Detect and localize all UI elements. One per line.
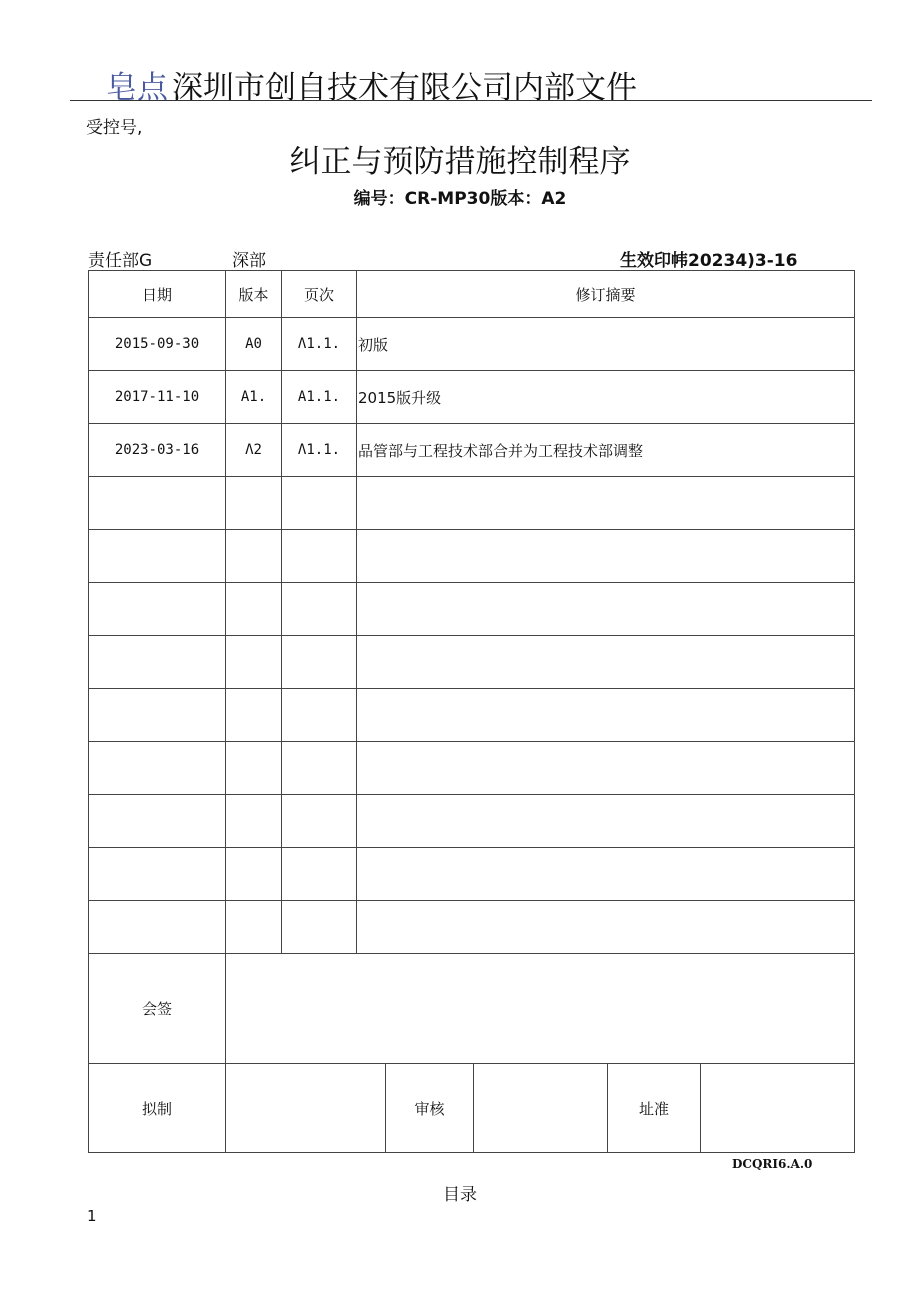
drafted-by-label: 拟制: [89, 1064, 226, 1153]
row-date: [89, 848, 226, 901]
approved-by-label: 址准: [608, 1064, 701, 1153]
row-page: [282, 742, 357, 795]
row-page: [282, 689, 357, 742]
row-date: [89, 477, 226, 530]
row-summary: [357, 477, 855, 530]
table-row: [89, 689, 855, 742]
row-page: Λ1.1.: [282, 424, 357, 477]
row-page: A1.1.: [282, 371, 357, 424]
row-summary: [357, 742, 855, 795]
table-row: [89, 795, 855, 848]
revision-history-table: [88, 270, 855, 1153]
row-page: [282, 530, 357, 583]
row-date: [89, 795, 226, 848]
table-header-row: [89, 271, 855, 318]
company-header-title: 深圳市创自技术有限公司内部文件: [172, 70, 637, 106]
table-row: [89, 530, 855, 583]
row-date: [89, 689, 226, 742]
countersign-label: 会签: [89, 954, 226, 1064]
row-version: [226, 848, 282, 901]
row-version: [226, 530, 282, 583]
table-row: [89, 424, 855, 477]
table-row: [89, 636, 855, 689]
countersign-field[interactable]: [226, 954, 855, 1064]
row-page: [282, 636, 357, 689]
row-summary: [357, 530, 855, 583]
row-date: 2017-11-10: [89, 371, 226, 424]
row-version: A1.: [226, 371, 282, 424]
row-version: [226, 901, 282, 954]
table-of-contents-heading: 目录: [443, 1185, 477, 1205]
row-summary: [357, 901, 855, 954]
table-row: [89, 848, 855, 901]
row-page: [282, 848, 357, 901]
row-summary: [357, 636, 855, 689]
header-summary: 修订摘要: [357, 271, 855, 318]
form-code: DCQRI6.A.0: [732, 1157, 813, 1171]
row-version: [226, 742, 282, 795]
table-row: [89, 583, 855, 636]
document-code-version: 编号：CR-MP30版本：A2: [353, 189, 567, 209]
row-version: [226, 583, 282, 636]
row-version: [226, 689, 282, 742]
countersign-row: [89, 954, 855, 1064]
page-number: 1: [87, 1207, 97, 1225]
row-summary: 品管部与工程技术部合并为工程技术部调整: [357, 424, 855, 477]
row-page: [282, 477, 357, 530]
row-date: [89, 742, 226, 795]
row-date: [89, 636, 226, 689]
reviewed-by-label: 审核: [386, 1064, 474, 1153]
row-summary: 初版: [357, 318, 855, 371]
table-row: [89, 371, 855, 424]
row-version: A0: [226, 318, 282, 371]
document-title: 纠正与预防措施控制程序: [289, 144, 631, 180]
table-row: [89, 742, 855, 795]
row-date: 2023-03-16: [89, 424, 226, 477]
row-version: [226, 477, 282, 530]
approval-row: [89, 1064, 855, 1153]
approved-by-field[interactable]: [701, 1064, 855, 1153]
row-version: [226, 636, 282, 689]
drafted-by-field[interactable]: [226, 1064, 386, 1153]
header-page: 页次: [282, 271, 357, 318]
row-page: Λ1.1.: [282, 318, 357, 371]
table-row: [89, 477, 855, 530]
row-date: [89, 583, 226, 636]
row-summary: [357, 795, 855, 848]
company-logo: 皂点: [106, 70, 168, 106]
header-divider: [70, 100, 872, 101]
responsible-dept-value: 深部: [232, 251, 266, 271]
row-page: [282, 901, 357, 954]
row-version: Λ2: [226, 424, 282, 477]
reviewed-by-field[interactable]: [474, 1064, 608, 1153]
row-summary: [357, 583, 855, 636]
effective-date: 生效印帏20234)3-16: [620, 251, 798, 271]
row-summary: 2015版升级: [357, 371, 855, 424]
row-date: [89, 530, 226, 583]
row-date: 2015-09-30: [89, 318, 226, 371]
table-row: [89, 318, 855, 371]
row-date: [89, 901, 226, 954]
row-summary: [357, 689, 855, 742]
row-summary: [357, 848, 855, 901]
control-number-label: 受控号,: [86, 118, 143, 138]
row-page: [282, 795, 357, 848]
table-row: [89, 901, 855, 954]
responsible-dept-label: 责任部G: [88, 251, 153, 271]
row-version: [226, 795, 282, 848]
header-version: 版本: [226, 271, 282, 318]
header-date: 日期: [89, 271, 226, 318]
row-page: [282, 583, 357, 636]
